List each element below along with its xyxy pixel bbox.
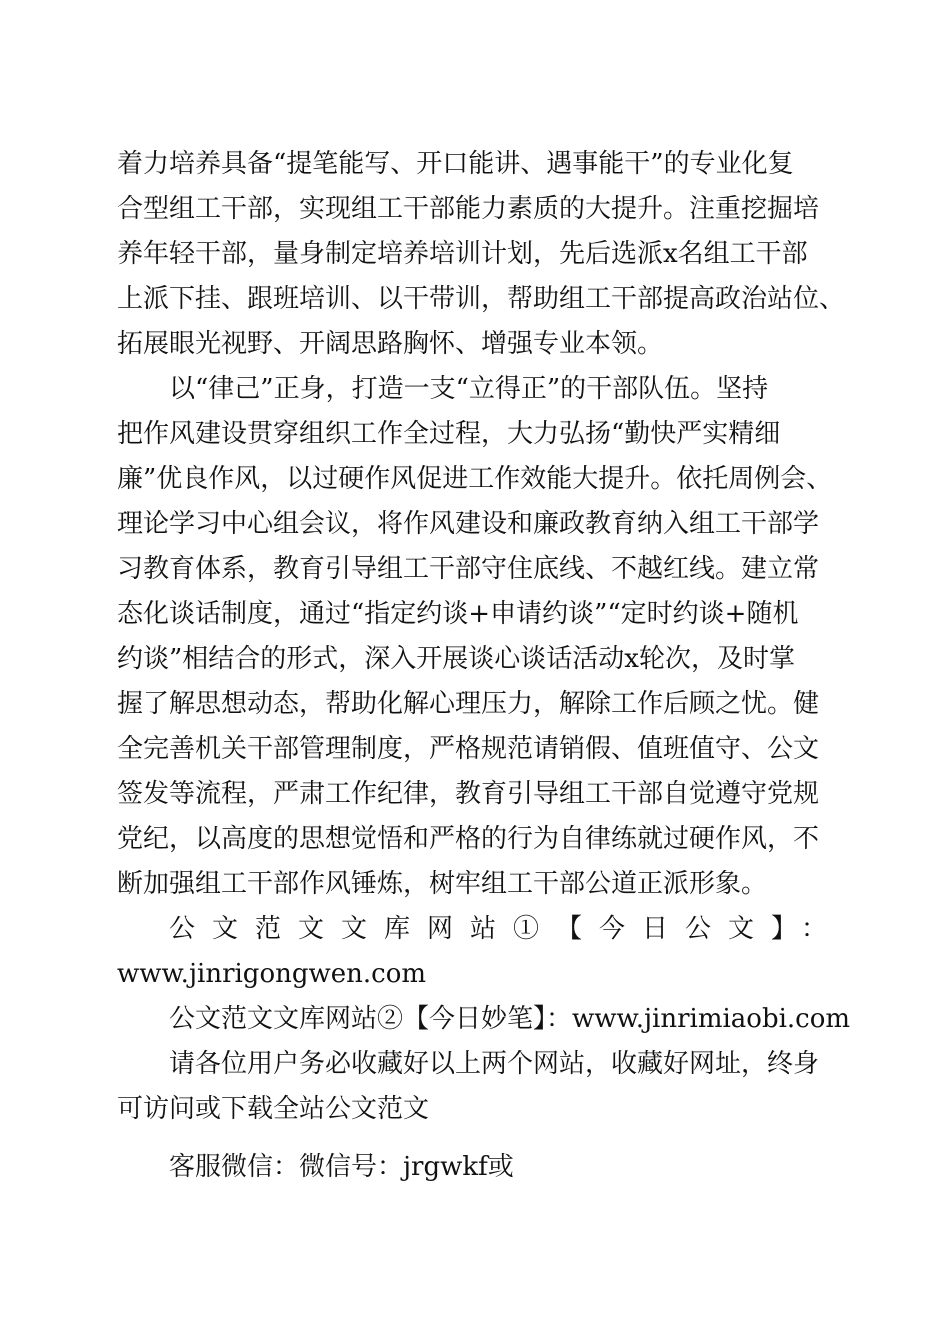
service-contact: 客服微信：微信号：jrgwkf或: [169, 1152, 514, 1182]
text-line: 着力培养具备“提笔能写、开口能讲、遇事能干”的专业化复: [117, 149, 794, 179]
text-line: 握了解思想动态，帮助化解心理压力，解除工作后顾之忧。健: [117, 689, 820, 719]
site-footer: [117, 907, 851, 1190]
paragraph-discipline: [117, 367, 837, 907]
text-line: 上派下挂、跟班培训、以干带训，帮助组工干部提高政治站位、: [117, 284, 846, 314]
text-line: 廉”优良作风，以过硬作风促进工作效能大提升。依托周例会、: [117, 464, 833, 494]
notice-line: 请各位用户务必收藏好以上两个网站，收藏好网址，终身: [169, 1049, 820, 1079]
text-line: 把作风建设贯穿组织工作全过程，大力弘扬“勤快严实精细: [117, 419, 781, 449]
text-line: 态化谈话制度，通过“指定约谈+申请约谈”“定时约谈+随机: [117, 599, 799, 629]
site2-line: [117, 997, 851, 1042]
text-line: 理论学习中心组会议，将作风建设和廉政教育纳入组工干部学: [117, 509, 820, 539]
text-line: 签发等流程，严肃工作纪律，教育引导组工干部自觉遵守党规: [117, 779, 820, 809]
text-line: 拓展眼光视野、开阔思路胸怀、增强专业本领。: [117, 329, 664, 359]
site2-url-link[interactable]: www.jinrimiaobi.com: [572, 1004, 851, 1034]
site1-url-link[interactable]: www.jinrigongwen.com: [117, 959, 427, 989]
paragraph-training: [117, 142, 846, 367]
text-line: 全完善机关干部管理制度，严格规范请销假、值班值守、公文: [117, 734, 820, 764]
text-line: 合型组工干部，实现组工干部能力素质的大提升。注重挖掘培: [117, 194, 820, 224]
document-page: [117, 142, 851, 1190]
notice-line: 可访问或下载全站公文范文: [117, 1094, 430, 1124]
text-line: 以“律己”正身，打造一支“立得正”的干部队伍。坚持: [169, 374, 769, 404]
site2-label: 公文范文文库网站②【今日妙笔】：: [169, 1004, 573, 1034]
text-line: 养年轻干部，量身制定培养培训计划，先后选派x名组工干部: [117, 239, 808, 269]
text-line: 习教育体系，教育引导组工干部守住底线、不越红线。建立常: [117, 554, 820, 584]
site1-label: 公文范文文库网站①【今日公文】：: [169, 914, 837, 944]
text-line: 党纪，以高度的思想觉悟和严格的行为自律练就过硬作风，不: [117, 824, 820, 854]
text-line: 断加强组工干部作风锤炼，树牢组工干部公道正派形象。: [117, 869, 768, 899]
text-line: 约谈”相结合的形式，深入开展谈心谈话活动x轮次，及时掌: [117, 644, 795, 674]
